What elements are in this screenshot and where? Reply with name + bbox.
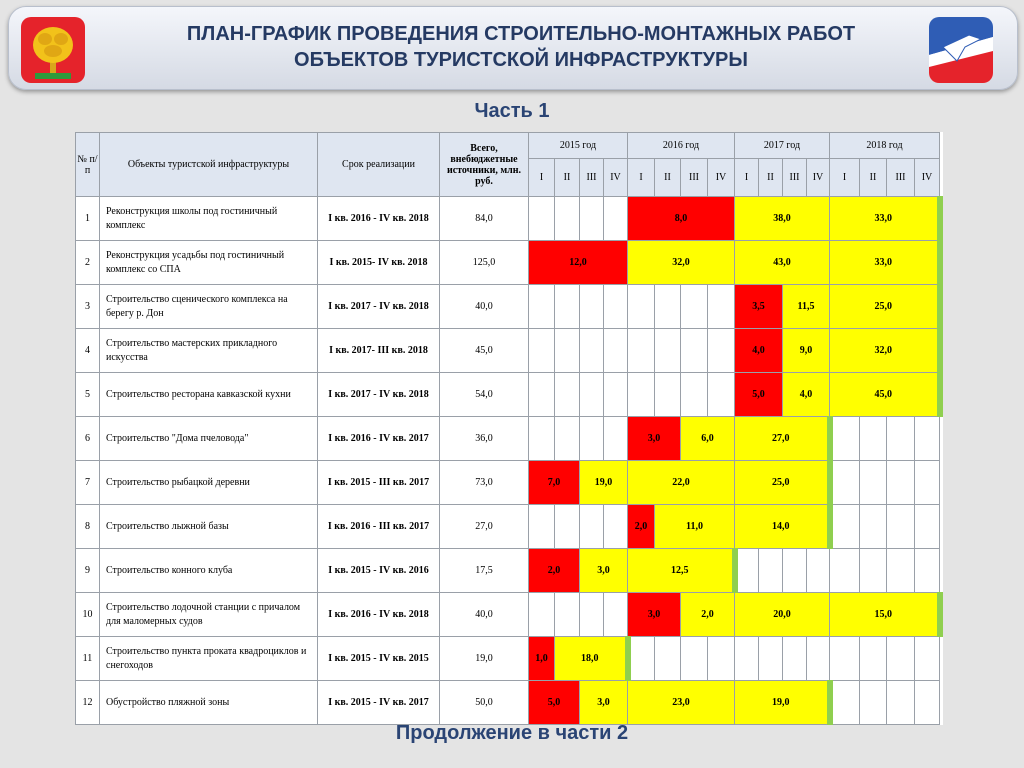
schedule-empty-cell	[604, 329, 628, 373]
row-number: 8	[76, 505, 100, 549]
header-year-2016: 2016 год	[628, 133, 735, 159]
schedule-empty-cell	[708, 373, 735, 417]
table-row	[76, 285, 940, 329]
party-logo-icon	[929, 17, 993, 83]
schedule-empty-cell	[915, 461, 940, 505]
schedule-bar-yellow: 2,0	[681, 593, 735, 637]
schedule-bar-yellow: 27,0	[735, 417, 830, 461]
total-funding: 36,0	[440, 417, 529, 461]
row-number: 3	[76, 285, 100, 329]
quarter-header: IV	[807, 159, 830, 197]
schedule-empty-cell	[887, 505, 915, 549]
schedule-bar-yellow: 15,0	[830, 593, 940, 637]
total-funding: 73,0	[440, 461, 529, 505]
schedule-bar-red: 2,0	[529, 549, 580, 593]
total-funding: 125,0	[440, 241, 529, 285]
quarter-header: II	[555, 159, 580, 197]
schedule-empty-cell	[555, 373, 580, 417]
row-number: 1	[76, 197, 100, 241]
schedule-empty-cell	[555, 197, 580, 241]
schedule-empty-cell	[887, 637, 915, 681]
schedule-empty-cell	[681, 285, 708, 329]
schedule-empty-cell	[580, 285, 604, 329]
schedule-empty-cell	[860, 417, 887, 461]
schedule-bar-yellow: 25,0	[735, 461, 830, 505]
implementation-period: I кв. 2016 - III кв. 2017	[318, 505, 440, 549]
schedule-empty-cell	[759, 637, 783, 681]
schedule-empty-cell	[580, 505, 604, 549]
header-banner	[8, 6, 1018, 90]
quarter-header: III	[783, 159, 807, 197]
quarter-header: IV	[604, 159, 628, 197]
schedule-bar-red: 3,5	[735, 285, 783, 329]
schedule-empty-cell	[783, 549, 807, 593]
schedule-empty-cell	[628, 285, 655, 329]
schedule-empty-cell	[708, 637, 735, 681]
table-row	[76, 417, 940, 461]
schedule-empty-cell	[887, 681, 915, 725]
schedule-empty-cell	[580, 417, 604, 461]
schedule-bar-red: 7,0	[529, 461, 580, 505]
schedule-empty-cell	[628, 637, 655, 681]
schedule-bar-yellow: 19,0	[735, 681, 830, 725]
schedule-empty-cell	[915, 505, 940, 549]
table-row	[76, 461, 940, 505]
implementation-period: I кв. 2015 - III кв. 2017	[318, 461, 440, 505]
schedule-empty-cell	[555, 505, 580, 549]
schedule-bar-yellow: 33,0	[830, 197, 940, 241]
quarter-header: IV	[915, 159, 940, 197]
schedule-empty-cell	[681, 373, 708, 417]
schedule-empty-cell	[830, 461, 860, 505]
schedule-bar-yellow: 20,0	[735, 593, 830, 637]
object-name: Строительство ресторана кавказской кухни	[100, 373, 318, 417]
implementation-period: I кв. 2015 - IV кв. 2015	[318, 637, 440, 681]
schedule-bar-yellow: 32,0	[628, 241, 735, 285]
schedule-empty-cell	[580, 197, 604, 241]
part-label: Часть 1	[474, 100, 550, 122]
object-name: Строительство конного клуба	[100, 549, 318, 593]
schedule-bar-yellow: 14,0	[735, 505, 830, 549]
table-row	[76, 681, 940, 725]
implementation-period: I кв. 2017- III кв. 2018	[318, 329, 440, 373]
schedule-empty-cell	[860, 461, 887, 505]
schedule-empty-cell	[807, 637, 830, 681]
schedule-empty-cell	[555, 329, 580, 373]
schedule-empty-cell	[655, 329, 681, 373]
schedule-bar-yellow: 11,5	[783, 285, 830, 329]
table-row	[76, 329, 940, 373]
schedule-empty-cell	[604, 593, 628, 637]
implementation-period: I кв. 2015- IV кв. 2018	[318, 241, 440, 285]
quarter-header: I	[735, 159, 759, 197]
row-number: 7	[76, 461, 100, 505]
schedule-empty-cell	[860, 637, 887, 681]
schedule-empty-cell	[529, 593, 555, 637]
row-number: 6	[76, 417, 100, 461]
schedule-empty-cell	[708, 329, 735, 373]
schedule-bar-red: 1,0	[529, 637, 555, 681]
table-row	[76, 373, 940, 417]
implementation-period: I кв. 2016 - IV кв. 2017	[318, 417, 440, 461]
quarter-header: II	[655, 159, 681, 197]
object-name: Реконструкция усадьбы под гостиничный комплекс со СПА	[100, 241, 318, 285]
schedule-empty-cell	[681, 329, 708, 373]
schedule-empty-cell	[555, 593, 580, 637]
schedule-bar-yellow: 3,0	[580, 549, 628, 593]
schedule-empty-cell	[529, 505, 555, 549]
schedule-empty-cell	[830, 637, 860, 681]
table-row	[76, 637, 940, 681]
row-number: 5	[76, 373, 100, 417]
table-row	[76, 549, 940, 593]
total-funding: 84,0	[440, 197, 529, 241]
schedule-bar-red: 5,0	[529, 681, 580, 725]
table-row	[76, 593, 940, 637]
schedule-bar-red: 3,0	[628, 593, 681, 637]
schedule-empty-cell	[529, 197, 555, 241]
schedule-bar-yellow: 25,0	[830, 285, 940, 329]
schedule-bar-yellow: 19,0	[580, 461, 628, 505]
implementation-period: I кв. 2016 - IV кв. 2018	[318, 593, 440, 637]
schedule-bar-yellow: 32,0	[830, 329, 940, 373]
schedule-bar-yellow: 9,0	[783, 329, 830, 373]
schedule-empty-cell	[604, 417, 628, 461]
schedule-empty-cell	[580, 373, 604, 417]
schedule-bar-yellow: 43,0	[735, 241, 830, 285]
schedule-empty-cell	[628, 329, 655, 373]
schedule-bar-yellow: 45,0	[830, 373, 940, 417]
quarter-header: III	[887, 159, 915, 197]
schedule-empty-cell	[887, 417, 915, 461]
total-funding: 50,0	[440, 681, 529, 725]
object-name: Строительство лодочной станции с причалом для маломерных судов	[100, 593, 318, 637]
title-line-1: ПЛАН-ГРАФИК ПРОВЕДЕНИЯ СТРОИТЕЛЬНО-МОНТАЖНЫХ РАБОТ	[186, 23, 856, 45]
object-name: Обустройство пляжной зоны	[100, 681, 318, 725]
schedule-empty-cell	[529, 373, 555, 417]
implementation-period: I кв. 2016 - IV кв. 2018	[318, 197, 440, 241]
quarter-header: II	[759, 159, 783, 197]
row-number: 11	[76, 637, 100, 681]
header-year-2015: 2015 год	[529, 133, 628, 159]
lipetsk-region-coat-of-arms-icon	[21, 17, 85, 83]
total-funding: 40,0	[440, 285, 529, 329]
schedule-empty-cell	[655, 285, 681, 329]
quarter-header: III	[681, 159, 708, 197]
schedule-empty-cell	[860, 549, 887, 593]
object-name: Строительство рыбацкой деревни	[100, 461, 318, 505]
schedule-empty-cell	[860, 681, 887, 725]
object-name: Строительство сценического комплекса на берегу р. Дон	[100, 285, 318, 329]
header-period: Срок реализации	[318, 133, 440, 197]
continuation-label: Продолжение в части 2	[395, 722, 629, 744]
schedule-bar-red: 5,0	[735, 373, 783, 417]
schedule-empty-cell	[915, 417, 940, 461]
schedule-empty-cell	[830, 417, 860, 461]
table-row	[76, 505, 940, 549]
schedule-empty-cell	[915, 681, 940, 725]
object-name: Реконструкция школы под гостиничный комплекс	[100, 197, 318, 241]
object-name: Строительство "Дома пчеловода"	[100, 417, 318, 461]
quarter-header: III	[580, 159, 604, 197]
schedule-empty-cell	[830, 505, 860, 549]
object-name: Строительство мастерских прикладного искусства	[100, 329, 318, 373]
schedule-empty-cell	[580, 593, 604, 637]
schedule-empty-cell	[655, 637, 681, 681]
implementation-period: I кв. 2017 - IV кв. 2018	[318, 285, 440, 329]
schedule-bar-red: 2,0	[628, 505, 655, 549]
schedule-empty-cell	[759, 549, 783, 593]
schedule-empty-cell	[529, 417, 555, 461]
header-year-2017: 2017 год	[735, 133, 830, 159]
quarter-header: IV	[708, 159, 735, 197]
schedule-empty-cell	[604, 197, 628, 241]
schedule-table	[75, 132, 943, 725]
row-number: 10	[76, 593, 100, 637]
schedule-bar-red: 3,0	[628, 417, 681, 461]
row-number: 12	[76, 681, 100, 725]
schedule-bar-yellow: 6,0	[681, 417, 735, 461]
total-funding: 40,0	[440, 593, 529, 637]
schedule-empty-cell	[915, 549, 940, 593]
table-row	[76, 197, 940, 241]
schedule-bar-red: 8,0	[628, 197, 735, 241]
schedule-empty-cell	[555, 417, 580, 461]
schedule-empty-cell	[887, 549, 915, 593]
schedule-empty-cell	[555, 285, 580, 329]
header-num: № п/п	[76, 133, 100, 197]
implementation-period: I кв. 2015 - IV кв. 2017	[318, 681, 440, 725]
header-year-2018: 2018 год	[830, 133, 940, 159]
schedule-bar-yellow: 23,0	[628, 681, 735, 725]
total-funding: 19,0	[440, 637, 529, 681]
quarter-header: I	[628, 159, 655, 197]
quarter-header: I	[529, 159, 555, 197]
schedule-empty-cell	[681, 637, 708, 681]
schedule-empty-cell	[807, 549, 830, 593]
row-number: 4	[76, 329, 100, 373]
schedule-empty-cell	[735, 637, 759, 681]
total-funding: 45,0	[440, 329, 529, 373]
schedule-empty-cell	[735, 549, 759, 593]
table-row	[76, 241, 940, 285]
schedule-empty-cell	[830, 549, 860, 593]
title-line-2: ОБЪЕКТОВ ТУРИСТСКОЙ ИНФРАСТРУКТУРЫ	[294, 49, 748, 71]
schedule-bar-yellow: 4,0	[783, 373, 830, 417]
total-funding: 17,5	[440, 549, 529, 593]
schedule-empty-cell	[604, 373, 628, 417]
schedule-rows	[76, 197, 940, 725]
object-name: Строительство лыжной базы	[100, 505, 318, 549]
header-object: Объекты туристской инфраструктуры	[100, 133, 318, 197]
schedule-empty-cell	[708, 285, 735, 329]
schedule-empty-cell	[604, 285, 628, 329]
schedule-empty-cell	[860, 505, 887, 549]
schedule-empty-cell	[580, 329, 604, 373]
schedule-bar-red: 12,0	[529, 241, 628, 285]
implementation-period: I кв. 2017 - IV кв. 2018	[318, 373, 440, 417]
schedule-bar-yellow: 12,5	[628, 549, 735, 593]
schedule-bar-yellow: 38,0	[735, 197, 830, 241]
schedule-empty-cell	[915, 637, 940, 681]
schedule-empty-cell	[628, 373, 655, 417]
schedule-empty-cell	[887, 461, 915, 505]
schedule-empty-cell	[529, 285, 555, 329]
row-number: 9	[76, 549, 100, 593]
implementation-period: I кв. 2015 - IV кв. 2016	[318, 549, 440, 593]
schedule-empty-cell	[830, 681, 860, 725]
object-name: Строительство пункта проката квадроциклов и снегоходов	[100, 637, 318, 681]
schedule-bar-yellow: 11,0	[655, 505, 735, 549]
schedule-bar-yellow: 18,0	[555, 637, 628, 681]
schedule-empty-cell	[604, 505, 628, 549]
schedule-empty-cell	[655, 373, 681, 417]
total-funding: 54,0	[440, 373, 529, 417]
schedule-bar-yellow: 33,0	[830, 241, 940, 285]
page-title	[159, 21, 883, 73]
quarter-header: I	[830, 159, 860, 197]
header-total: Всего, внебюджетные источники, млн. руб.	[440, 133, 529, 197]
schedule-empty-cell	[529, 329, 555, 373]
schedule-bar-red: 4,0	[735, 329, 783, 373]
schedule-empty-cell	[783, 637, 807, 681]
row-number: 2	[76, 241, 100, 285]
total-funding: 27,0	[440, 505, 529, 549]
quarter-header: II	[860, 159, 887, 197]
schedule-bar-yellow: 22,0	[628, 461, 735, 505]
schedule-bar-yellow: 3,0	[580, 681, 628, 725]
